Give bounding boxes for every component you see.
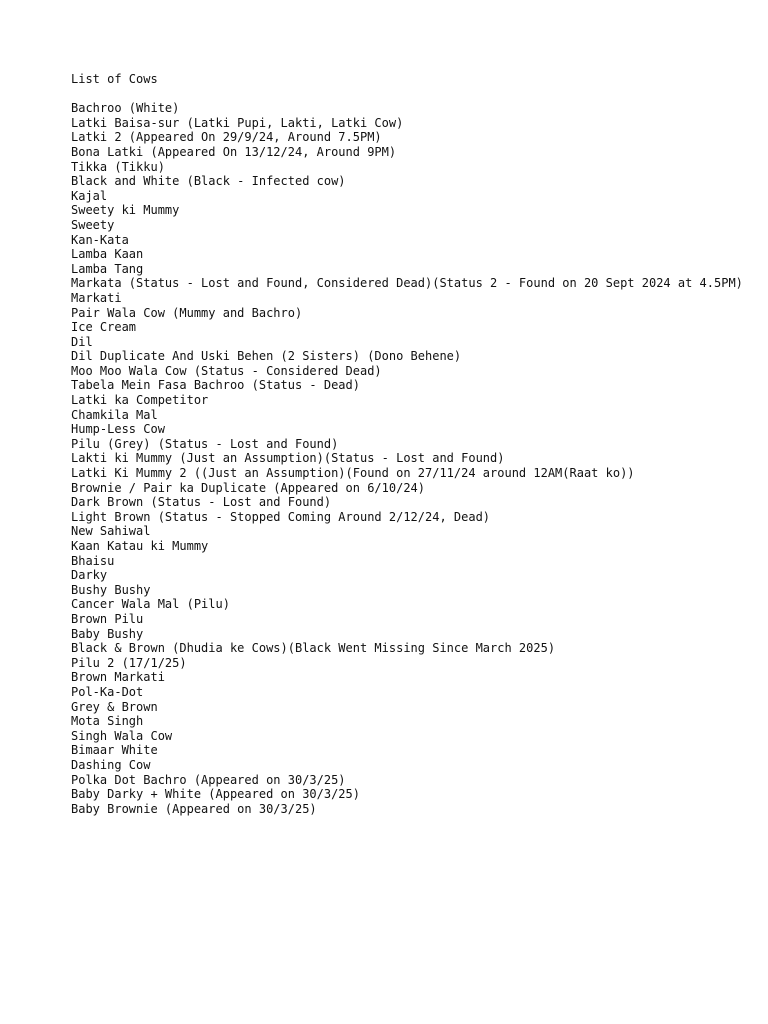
list-item: Kajal <box>71 188 108 203</box>
list-item: Baby Brownie (Appeared on 30/3/25) <box>71 801 317 816</box>
list-item: Darky <box>71 568 108 583</box>
list-item: Sweety <box>71 217 115 232</box>
list-item: Polka Dot Bachro (Appeared on 30/3/25) <box>71 772 346 787</box>
list-item: Kaan Katau ki Mummy <box>71 539 209 553</box>
list-item: Lamba Kaan <box>71 247 144 262</box>
list-item: Pol-Ka-Dot <box>71 684 144 699</box>
list-item: Latki Baisa-sur (Latki Pupi, Lakti, Latki Cow) <box>71 115 404 130</box>
list-item: Pair Wala Cow (Mummy and Bachro) <box>71 305 303 320</box>
list-item: Mota Singh <box>71 714 144 729</box>
list-item: Light Brown (Status - Stopped Coming Around 2/12/24, Dead) <box>71 509 491 524</box>
list-item: Bona Latki (Appeared On 13/12/24, Around 9PM) <box>71 144 397 159</box>
document-title: List of Cows <box>71 72 158 86</box>
list-item: Grey & Brown <box>71 699 158 714</box>
list-item: Ice Cream <box>71 320 137 335</box>
list-item: Bushy Bushy <box>71 582 151 597</box>
list-item: Baby Bushy <box>71 626 144 641</box>
list-item: Dark Brown (Status - Lost and Found) <box>71 495 332 510</box>
list-item: Bimaar White <box>71 743 158 758</box>
list-item: Markata (Status - Lost and Found, Considered Dead)(Status 2 - Found on 20 Sept 2024 at 4.5PM) <box>71 276 743 291</box>
list-item: Brown Pilu <box>71 611 144 626</box>
list-item: Lamba Tang <box>71 261 144 276</box>
list-item: Tabela Mein Fasa Bachroo (Status - Dead) <box>71 378 360 393</box>
list-item: New Sahiwal <box>71 524 151 539</box>
list-item: Dashing Cow <box>71 757 151 772</box>
list-item: Markati <box>71 290 122 305</box>
list-item: Lakti ki Mummy (Just an Assumption)(Status - Lost and Found) <box>71 451 505 466</box>
list-item: Pilu (Grey) (Status - Lost and Found) <box>71 436 339 451</box>
list-item: Black and White (Black - Infected cow) <box>71 174 346 189</box>
list-item: Baby Darky + White (Appeared on 30/3/25) <box>71 787 360 802</box>
list-item: Tikka (Tikku) <box>71 159 165 174</box>
list-item: Latki 2 (Appeared On 29/9/24, Around 7.5PM) <box>71 130 382 145</box>
list-item: Latki ka Competitor <box>71 393 209 408</box>
list-item: Chamkila Mal <box>71 407 158 422</box>
list-item: Dil Duplicate And Uski Behen (2 Sisters) (Dono Behene) <box>71 349 462 364</box>
list-item: Latki Ki Mummy 2 ((Just an Assumption)(Found on 27/11/24 around 12AM(Raat ko)) <box>71 466 635 481</box>
document-body <box>71 72 751 816</box>
list-item: Dil <box>71 334 93 349</box>
list-item: Bachroo (White) <box>71 101 180 116</box>
list-item: Pilu 2 (17/1/25) <box>71 655 187 670</box>
list-item: Cancer Wala Mal (Pilu) <box>71 597 230 612</box>
list-item: Bhaisu <box>71 553 115 568</box>
list-item: Brown Markati <box>71 670 165 685</box>
list-item: Moo Moo Wala Cow (Status - Considered Dead) <box>71 363 382 378</box>
list-item: Sweety ki Mummy <box>71 203 180 218</box>
list-item: Black & Brown (Dhudia ke Cows)(Black Went Missing Since March 2025) <box>71 641 556 656</box>
list-item: Singh Wala Cow <box>71 728 173 743</box>
cow-list <box>71 101 751 816</box>
list-item: Hump-Less Cow <box>71 422 165 437</box>
list-item: Brownie / Pair ka Duplicate (Appeared on 6/10/24) <box>71 480 426 495</box>
list-item: Kan-Kata <box>71 232 129 247</box>
